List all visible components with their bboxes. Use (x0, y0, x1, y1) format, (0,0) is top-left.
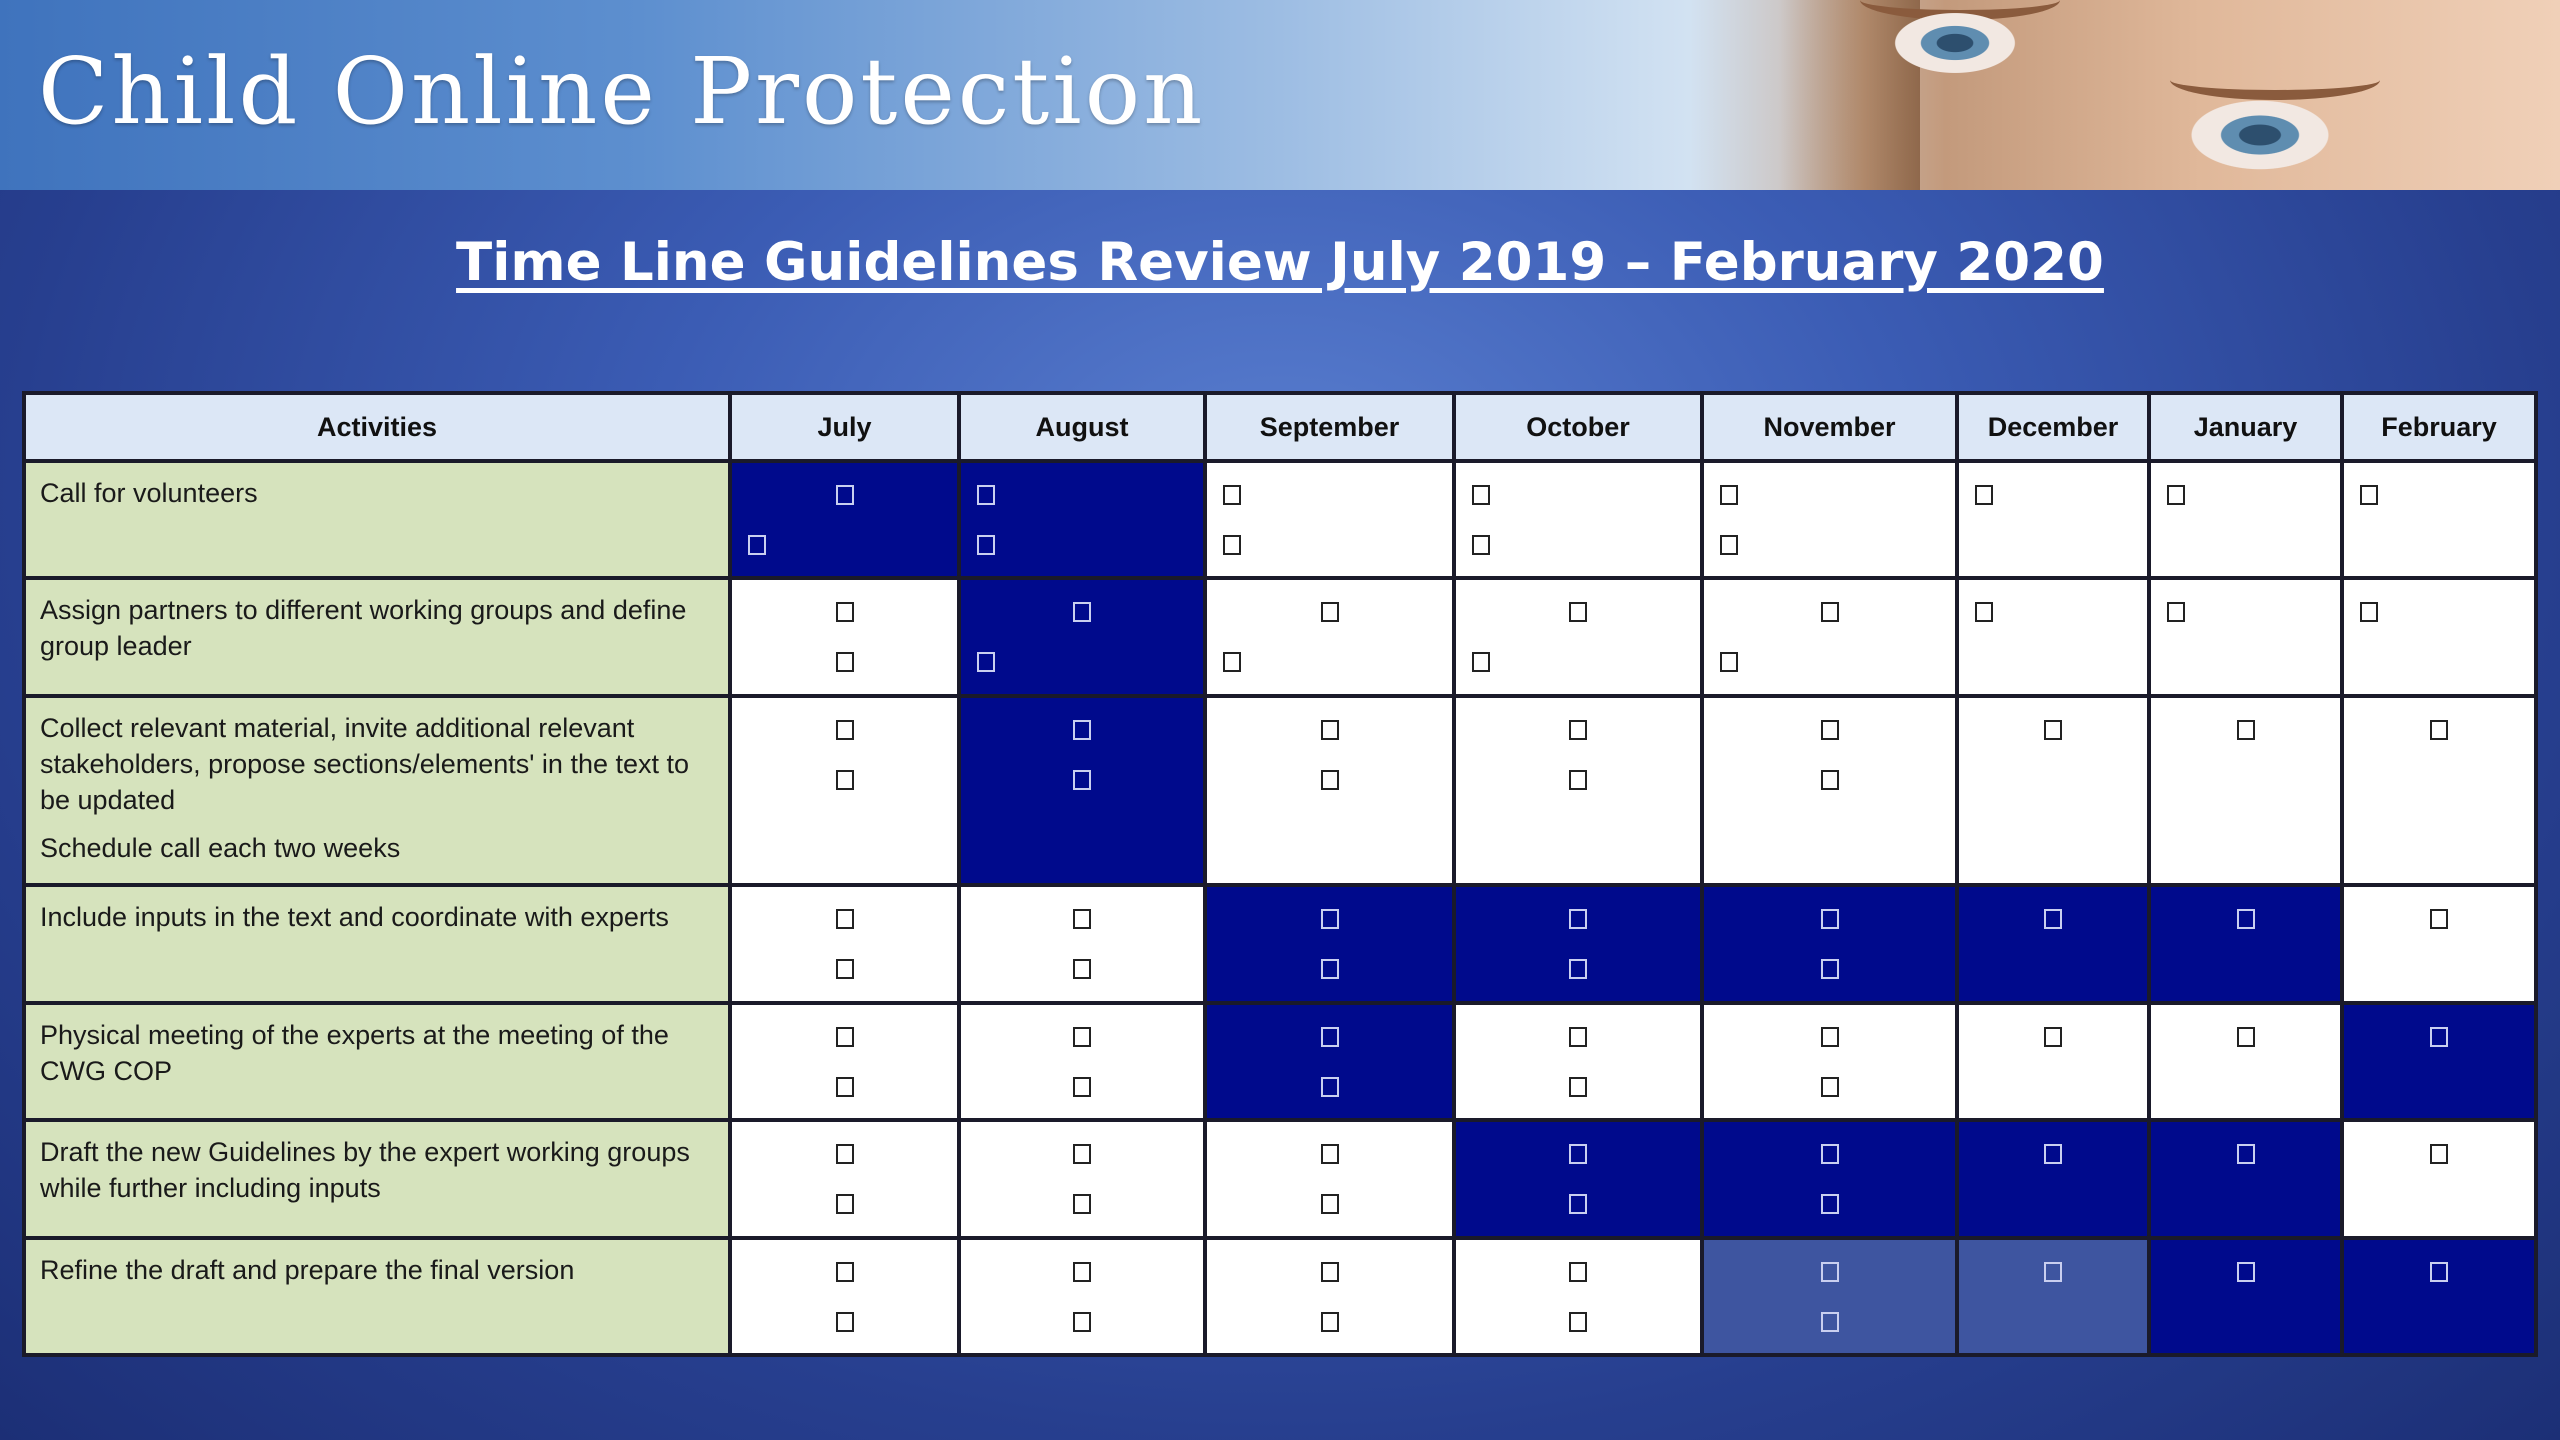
placeholder-glyph-icon (1569, 1194, 1587, 1214)
timeline-cell (959, 1003, 1205, 1120)
timeline-cell (2149, 578, 2342, 695)
placeholder-glyph-icon (836, 720, 854, 740)
placeholder-glyph-icon (1223, 652, 1241, 672)
placeholder-glyph-icon (1321, 770, 1339, 790)
header-activities: Activities (24, 393, 730, 461)
timeline-cell (1205, 1238, 1454, 1355)
timeline-cell (2149, 696, 2342, 886)
timeline-cell (2342, 1238, 2536, 1355)
timeline-cell (1454, 885, 1702, 1002)
placeholder-glyph-icon (2044, 1027, 2062, 1047)
placeholder-glyph-icon (836, 909, 854, 929)
placeholder-glyph-icon (1821, 720, 1839, 740)
header-banner (0, 0, 2560, 190)
table-header-row (24, 393, 2536, 461)
placeholder-glyph-icon (836, 1144, 854, 1164)
banner-title: Child Online Protection (38, 38, 1206, 145)
banner-photo-eye-icon (1885, 8, 2025, 78)
placeholder-glyph-icon (1975, 485, 1993, 505)
timeline-cell (2149, 1003, 2342, 1120)
placeholder-glyph-icon (1073, 1144, 1091, 1164)
table-row (24, 1238, 2536, 1355)
placeholder-glyph-icon (2430, 909, 2448, 929)
timeline-cell (1205, 578, 1454, 695)
placeholder-glyph-icon (2237, 1027, 2255, 1047)
placeholder-glyph-icon (836, 770, 854, 790)
placeholder-glyph-icon (1321, 1144, 1339, 1164)
timeline-cell (2149, 1238, 2342, 1355)
placeholder-glyph-icon (2430, 1027, 2448, 1047)
activity-text: Include inputs in the text and coordinate with experts (40, 902, 669, 933)
timeline-cell (730, 696, 959, 886)
timeline-cell (959, 696, 1205, 886)
timeline-cell (1957, 885, 2149, 1002)
placeholder-glyph-icon (2237, 909, 2255, 929)
placeholder-glyph-icon (1073, 720, 1091, 740)
timeline-cell (1702, 1003, 1957, 1120)
timeline-cell (1702, 885, 1957, 1002)
header-month: October (1454, 393, 1702, 461)
placeholder-glyph-icon (748, 535, 766, 555)
placeholder-glyph-icon (977, 652, 995, 672)
placeholder-glyph-icon (1821, 909, 1839, 929)
timeline-cell (1702, 461, 1957, 578)
activity-text: Physical meeting of the experts at the meeting of the CWG COP (40, 1019, 669, 1086)
timeline-table (22, 391, 2538, 1357)
timeline-cell (2342, 696, 2536, 886)
timeline-cell (1957, 1003, 2149, 1120)
header-month: January (2149, 393, 2342, 461)
timeline-cell (730, 461, 959, 578)
placeholder-glyph-icon (1569, 1262, 1587, 1282)
placeholder-glyph-icon (836, 485, 854, 505)
timeline-cell (1454, 696, 1702, 886)
timeline-cell (959, 578, 1205, 695)
placeholder-glyph-icon (1223, 485, 1241, 505)
placeholder-glyph-icon (1223, 535, 1241, 555)
timeline-cell (730, 1120, 959, 1237)
placeholder-glyph-icon (1073, 770, 1091, 790)
header-month: February (2342, 393, 2536, 461)
placeholder-glyph-icon (836, 602, 854, 622)
placeholder-glyph-icon (1821, 602, 1839, 622)
timeline-cell (1957, 1238, 2149, 1355)
placeholder-glyph-icon (1073, 1077, 1091, 1097)
placeholder-glyph-icon (1073, 1194, 1091, 1214)
placeholder-glyph-icon (1821, 959, 1839, 979)
placeholder-glyph-icon (1073, 909, 1091, 929)
timeline-cell (1957, 1120, 2149, 1237)
placeholder-glyph-icon (836, 959, 854, 979)
placeholder-glyph-icon (836, 1027, 854, 1047)
timeline-cell (1454, 1003, 1702, 1120)
timeline-cell (2342, 578, 2536, 695)
placeholder-glyph-icon (2430, 1262, 2448, 1282)
timeline-cell (730, 885, 959, 1002)
activity-text: Collect relevant material, invite additional relevant stakeholders, propose sections/elements' in the text to be updated (40, 712, 690, 815)
placeholder-glyph-icon (977, 485, 995, 505)
table-row (24, 696, 2536, 886)
placeholder-glyph-icon (1073, 1312, 1091, 1332)
table-row (24, 1003, 2536, 1120)
placeholder-glyph-icon (1321, 1262, 1339, 1282)
placeholder-glyph-icon (1073, 1027, 1091, 1047)
timeline-cell (2342, 461, 2536, 578)
placeholder-glyph-icon (1321, 602, 1339, 622)
timeline-cell (1702, 1238, 1957, 1355)
timeline-cell (2342, 1003, 2536, 1120)
timeline-cell (1454, 578, 1702, 695)
timeline-cell (1205, 461, 1454, 578)
placeholder-glyph-icon (1569, 602, 1587, 622)
timeline-cell (959, 1120, 1205, 1237)
header-month: September (1205, 393, 1454, 461)
timeline-cell (1205, 885, 1454, 1002)
timeline-cell (1454, 461, 1702, 578)
placeholder-glyph-icon (1569, 909, 1587, 929)
placeholder-glyph-icon (1569, 1077, 1587, 1097)
placeholder-glyph-icon (1472, 652, 1490, 672)
placeholder-glyph-icon (1569, 1312, 1587, 1332)
placeholder-glyph-icon (1821, 770, 1839, 790)
timeline-cell (1702, 696, 1957, 886)
placeholder-glyph-icon (1472, 535, 1490, 555)
timeline-cell (2149, 461, 2342, 578)
placeholder-glyph-icon (1720, 485, 1738, 505)
timeline-cell (1702, 578, 1957, 695)
timeline-cell (730, 1238, 959, 1355)
banner-photo-eye-icon (2180, 95, 2340, 175)
placeholder-glyph-icon (1073, 602, 1091, 622)
placeholder-glyph-icon (1821, 1262, 1839, 1282)
activity-cell (24, 1238, 730, 1355)
timeline-cell (1702, 1120, 1957, 1237)
placeholder-glyph-icon (1073, 1262, 1091, 1282)
placeholder-glyph-icon (2430, 1144, 2448, 1164)
timeline-cell (730, 1003, 959, 1120)
placeholder-glyph-icon (2167, 485, 2185, 505)
activity-cell (24, 696, 730, 886)
placeholder-glyph-icon (2360, 602, 2378, 622)
placeholder-glyph-icon (1321, 959, 1339, 979)
placeholder-glyph-icon (2430, 720, 2448, 740)
header-month: July (730, 393, 959, 461)
placeholder-glyph-icon (2237, 1262, 2255, 1282)
placeholder-glyph-icon (1472, 485, 1490, 505)
placeholder-glyph-icon (1321, 720, 1339, 740)
placeholder-glyph-icon (1821, 1312, 1839, 1332)
placeholder-glyph-icon (836, 1194, 854, 1214)
activity-cell (24, 1003, 730, 1120)
placeholder-glyph-icon (836, 1312, 854, 1332)
header-month: November (1702, 393, 1957, 461)
placeholder-glyph-icon (1821, 1077, 1839, 1097)
activity-cell (24, 461, 730, 578)
placeholder-glyph-icon (2044, 720, 2062, 740)
placeholder-glyph-icon (1821, 1027, 1839, 1047)
placeholder-glyph-icon (1821, 1144, 1839, 1164)
table-row (24, 578, 2536, 695)
timeline-cell (1205, 1120, 1454, 1237)
placeholder-glyph-icon (1321, 1077, 1339, 1097)
placeholder-glyph-icon (2044, 1262, 2062, 1282)
banner-photo-brow (2170, 60, 2380, 100)
activity-text: Call for volunteers (40, 478, 258, 508)
placeholder-glyph-icon (836, 652, 854, 672)
activity-cell (24, 578, 730, 695)
placeholder-glyph-icon (1569, 959, 1587, 979)
activity-text: Draft the new Guidelines by the expert working groups while further including inputs (40, 1137, 690, 1204)
timeline-cell (1957, 461, 2149, 578)
activity-text: Assign partners to different working groups and define group leader (40, 595, 687, 662)
timeline-cell (959, 461, 1205, 578)
placeholder-glyph-icon (2044, 1144, 2062, 1164)
placeholder-glyph-icon (836, 1262, 854, 1282)
timeline-cell (2342, 885, 2536, 1002)
placeholder-glyph-icon (1569, 770, 1587, 790)
placeholder-glyph-icon (1321, 909, 1339, 929)
placeholder-glyph-icon (1720, 535, 1738, 555)
placeholder-glyph-icon (1975, 602, 1993, 622)
table-row (24, 1120, 2536, 1237)
table-row (24, 885, 2536, 1002)
placeholder-glyph-icon (977, 535, 995, 555)
timeline-cell (1957, 578, 2149, 695)
placeholder-glyph-icon (2237, 720, 2255, 740)
timeline-cell (730, 578, 959, 695)
placeholder-glyph-icon (1321, 1312, 1339, 1332)
activity-cell (24, 1120, 730, 1237)
placeholder-glyph-icon (2237, 1144, 2255, 1164)
timeline-cell (1454, 1238, 1702, 1355)
placeholder-glyph-icon (2360, 485, 2378, 505)
timeline-cell (1957, 696, 2149, 886)
placeholder-glyph-icon (1569, 1027, 1587, 1047)
timeline-cell (1205, 1003, 1454, 1120)
timeline-cell (2149, 885, 2342, 1002)
placeholder-glyph-icon (1569, 720, 1587, 740)
header-month: December (1957, 393, 2149, 461)
placeholder-glyph-icon (1720, 652, 1738, 672)
timeline-cell (959, 885, 1205, 1002)
timeline-cell (2342, 1120, 2536, 1237)
timeline-cell (1454, 1120, 1702, 1237)
activity-text: Refine the draft and prepare the final version (40, 1254, 575, 1285)
header-month: August (959, 393, 1205, 461)
placeholder-glyph-icon (1073, 959, 1091, 979)
placeholder-glyph-icon (1569, 1144, 1587, 1164)
activity-cell (24, 885, 730, 1002)
activity-text: Schedule call each two weeks (40, 832, 401, 863)
placeholder-glyph-icon (1321, 1027, 1339, 1047)
placeholder-glyph-icon (2167, 602, 2185, 622)
timeline-cell (959, 1238, 1205, 1355)
placeholder-glyph-icon (1321, 1194, 1339, 1214)
slide-title: Time Line Guidelines Review July 2019 – February 2020 (456, 232, 2104, 293)
timeline-cell (1205, 696, 1454, 886)
placeholder-glyph-icon (1821, 1194, 1839, 1214)
timeline-cell (2149, 1120, 2342, 1237)
table-row (24, 461, 2536, 578)
placeholder-glyph-icon (2044, 909, 2062, 929)
placeholder-glyph-icon (836, 1077, 854, 1097)
